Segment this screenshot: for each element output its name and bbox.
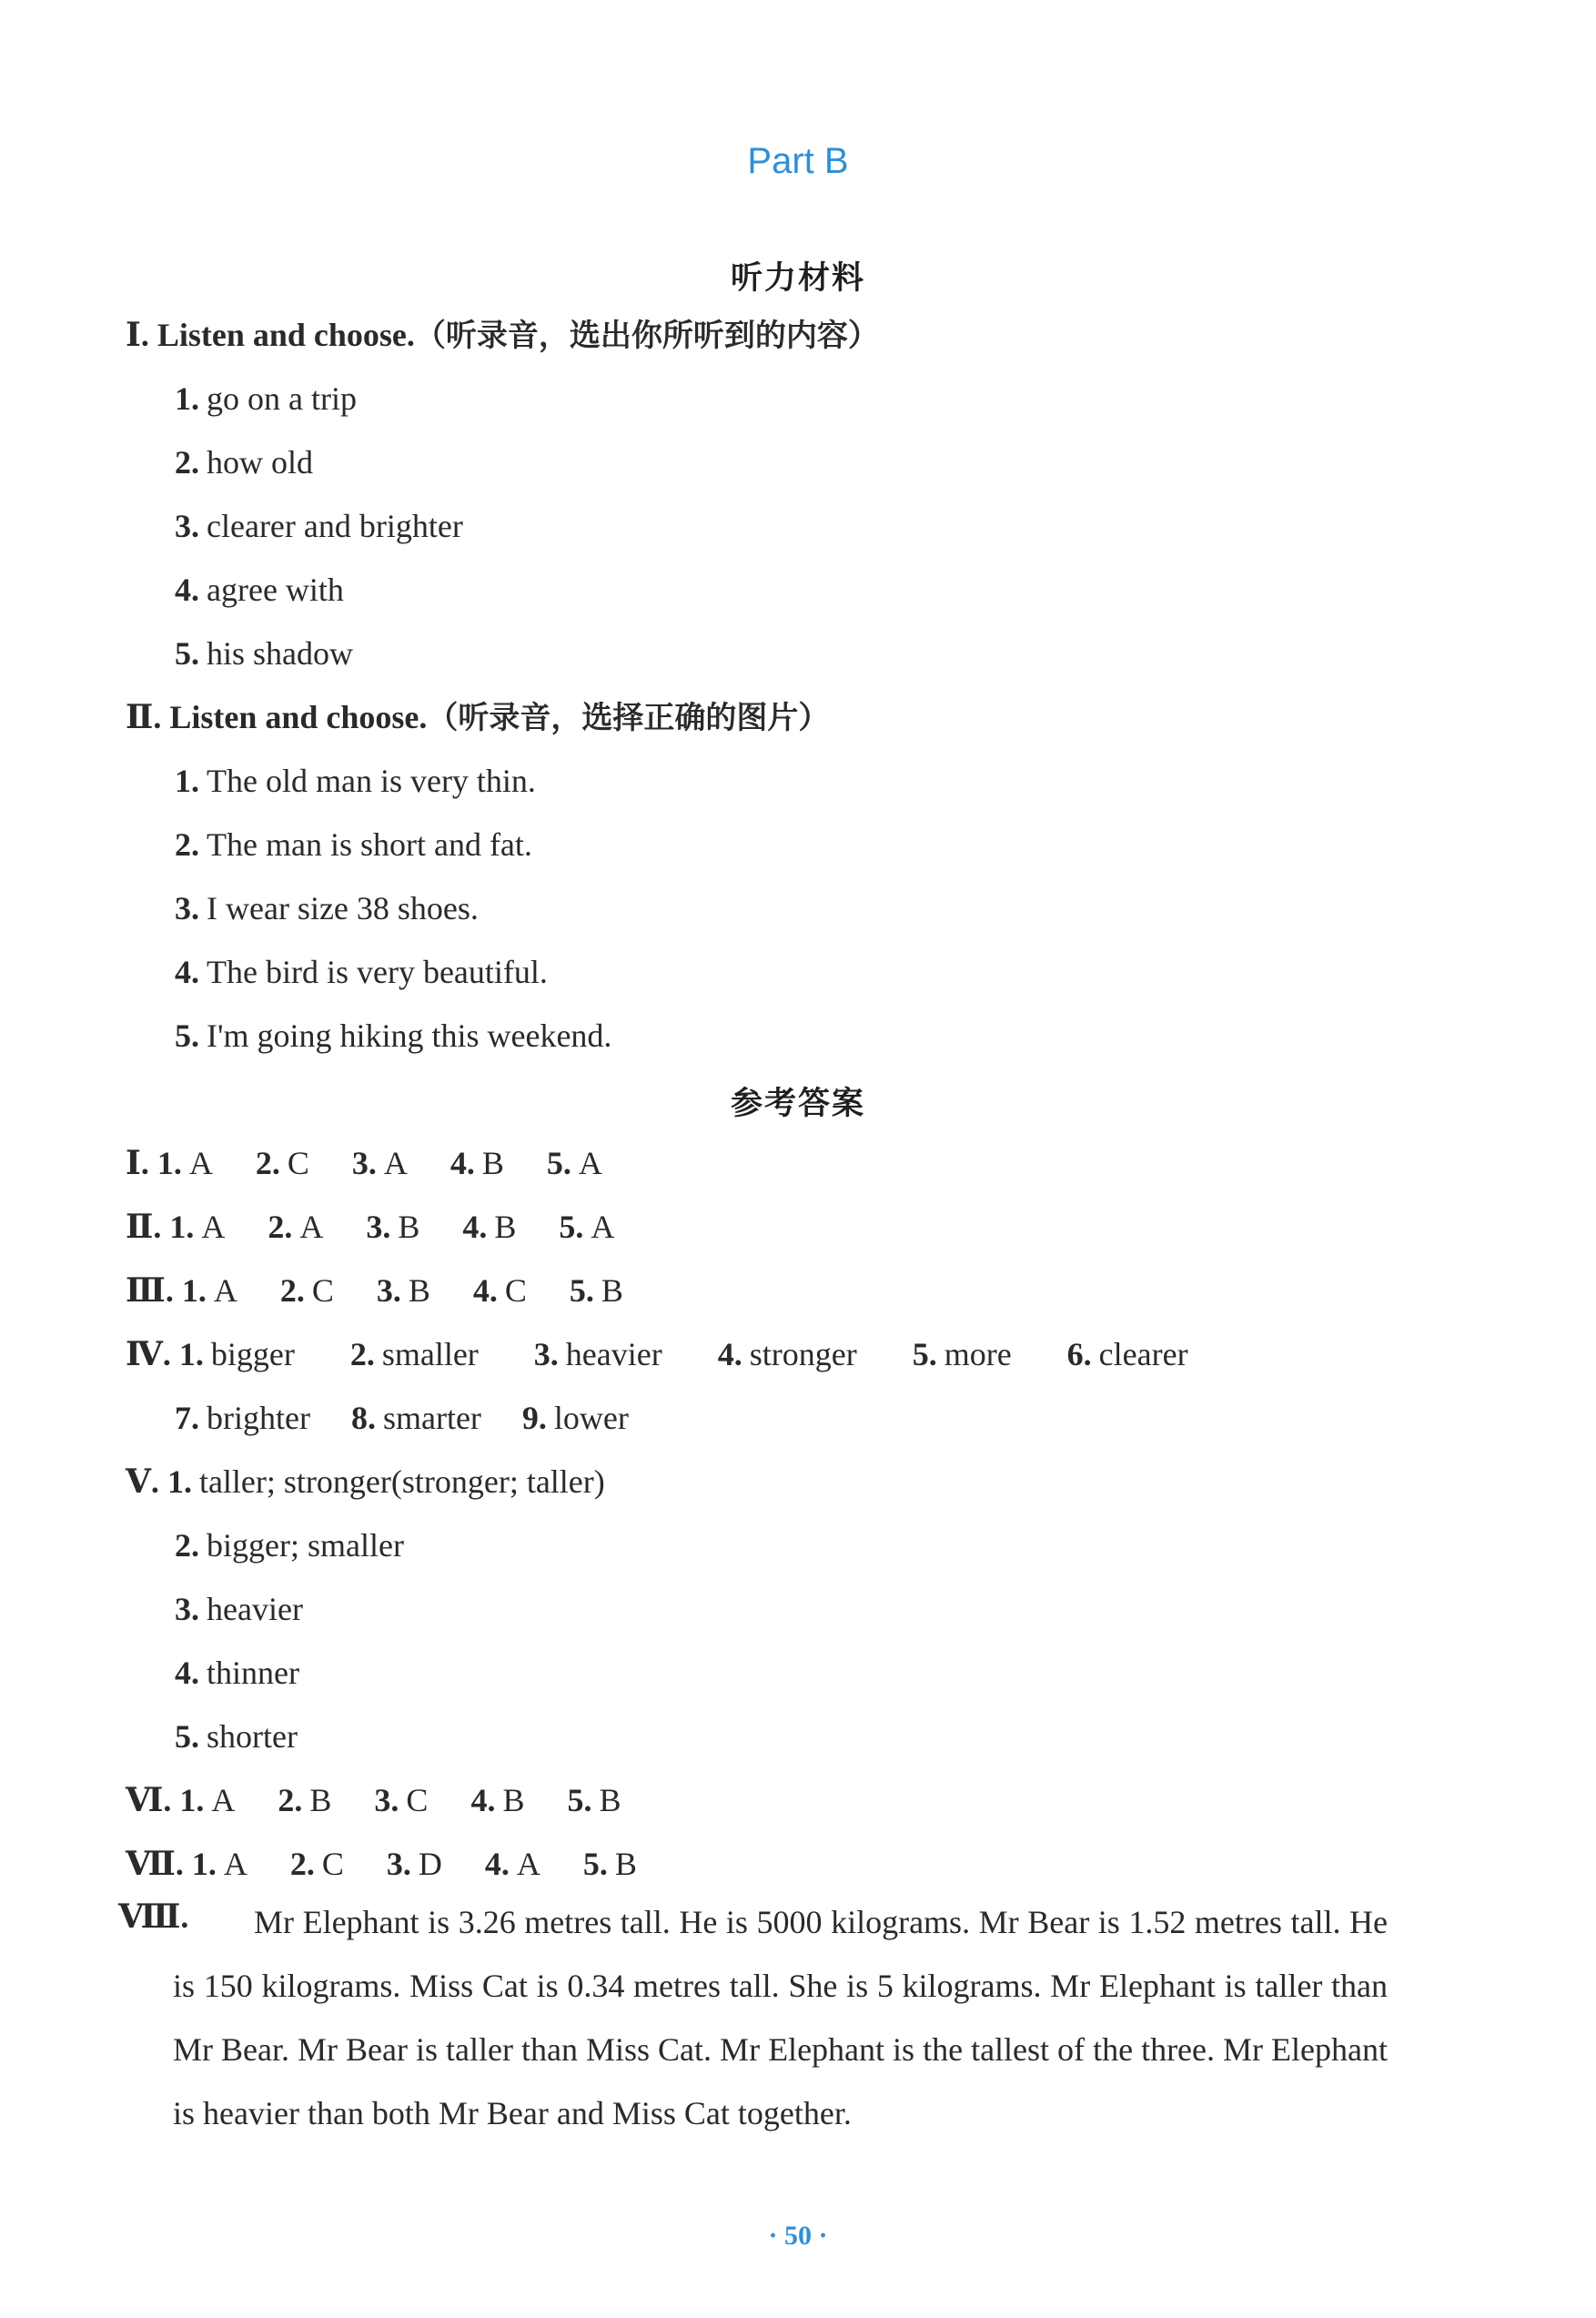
answer-row-4a: Ⅳ. 1. bigger 2. smaller 3. heavier 4. stronger 5. more 6. clearer bbox=[126, 1336, 1188, 1372]
answer-row-5-1: Ⅴ. 1. taller; stronger(stronger; taller) bbox=[126, 1463, 605, 1500]
answer-row-2: Ⅱ. 1. A 2. A 3. B 4. B 5. A bbox=[126, 1209, 615, 1245]
answer-section-8-roman: Ⅷ. bbox=[118, 1898, 189, 1935]
list-item: 2. The man is short and fat. bbox=[175, 826, 532, 863]
list-item: 4. thinner bbox=[175, 1655, 299, 1691]
answer-paragraph: Mr Elephant is 3.26 metres tall. He is 5000 kilograms. Mr Bear is 1.52 metres tall. He is 150 kilograms. Miss Cat is 0.34 metres tall. She is 5 kilograms. Mr Elephant is taller than Mr Bear. Mr Bear is taller than Miss Cat. Mr Elephant is the tallest of the three. Mr Elephant is heavier than both Mr Bear and Miss Cat together. bbox=[173, 1904, 1388, 2131]
list-item: 4. The bird is very beautiful. bbox=[175, 954, 548, 990]
listening-section-2-header bbox=[126, 701, 829, 734]
answer-row-3: Ⅲ. 1. A 2. C 3. B 4. C 5. B bbox=[126, 1272, 623, 1309]
roman-numeral: Ⅱ. bbox=[126, 699, 162, 735]
list-item: 4. agree with bbox=[175, 572, 344, 608]
list-item: 1. go on a trip bbox=[175, 380, 357, 417]
part-title: Part B bbox=[747, 141, 849, 181]
list-item: 5. I'm going hiking this weekend. bbox=[175, 1017, 612, 1054]
list-item: 1. The old man is very thin. bbox=[175, 763, 536, 799]
page-number: · 50 · bbox=[768, 2221, 828, 2251]
list-item: 2. how old bbox=[175, 444, 313, 481]
answers-heading: 参考答案 bbox=[730, 1086, 865, 1122]
instruction-cn: （听录音，选出你所听到的内容） bbox=[414, 318, 879, 354]
answer-row-7: Ⅶ. 1. A 2. C 3. D 4. A 5. B bbox=[126, 1846, 637, 1882]
answer-row-1: Ⅰ. 1. A 2. C 3. A 4. B 5. A bbox=[126, 1145, 602, 1181]
list-item: 3. I wear size 38 shoes. bbox=[175, 890, 479, 926]
listening-heading: 听力材料 bbox=[730, 260, 865, 297]
answer-row-6: Ⅵ. 1. A 2. B 3. C 4. B 5. B bbox=[126, 1782, 621, 1818]
list-item: 3. clearer and brighter bbox=[175, 508, 463, 544]
instruction: Listen and choose. bbox=[169, 699, 428, 735]
instruction: Listen and choose. bbox=[157, 317, 415, 353]
list-item: 5. shorter bbox=[175, 1718, 298, 1755]
instruction-cn: （听录音，选择正确的图片） bbox=[427, 700, 830, 736]
list-item: 3. heavier bbox=[175, 1591, 303, 1627]
roman-numeral: Ⅰ. bbox=[126, 317, 149, 353]
answer-row-4b: 7. brighter 8. smarter 9. lower bbox=[175, 1400, 629, 1436]
list-item: 2. bigger; smaller bbox=[175, 1527, 404, 1564]
list-item: 5. his shadow bbox=[175, 635, 353, 672]
listening-section-1-header bbox=[126, 317, 879, 354]
